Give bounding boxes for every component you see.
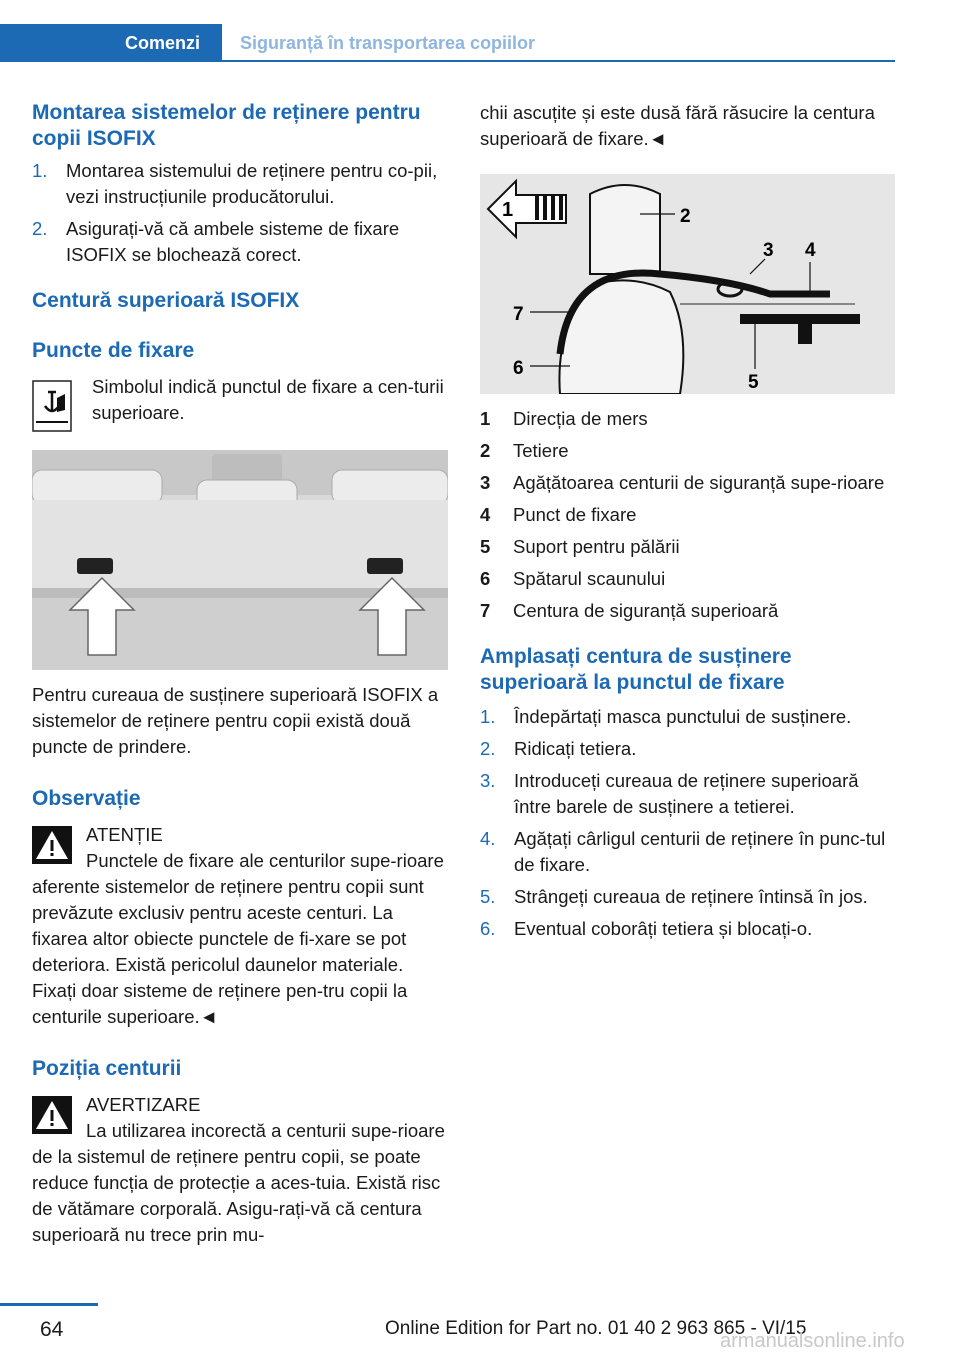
- legend-item: 2 Tetiere: [480, 440, 569, 461]
- legend-item: 1 Direcția de mers: [480, 408, 648, 429]
- list-item: 4. Agățați cârligul centurii de reținere în punc‐tul de fixare.: [480, 828, 886, 875]
- figure-label-3: 3: [763, 240, 774, 261]
- list-item: 1. Îndepărtați masca punctului de susținere.: [480, 706, 852, 727]
- list-item: 5. Strângeți cureaua de reținere întinsă în jos.: [480, 886, 868, 907]
- footer-rule: [0, 1303, 98, 1306]
- heading-top-tether: Centură superioară ISOFIX: [32, 289, 300, 312]
- figure-label-4: 4: [805, 240, 816, 261]
- warning-block: [32, 1092, 450, 1248]
- watermark: armanualsonline.info: [720, 1330, 905, 1352]
- list-item: 3. Introduceți cureaua de reținere superioară între barele de susținere a tetierei.: [480, 770, 859, 817]
- page-number: 64: [40, 1318, 64, 1341]
- edition-info: Online Edition for Part no. 01 40 2 963 865 - VI/15: [385, 1318, 807, 1339]
- anchor-points-paragraph: Pentru cureaua de susținere superioară ISOFIX a sistemelor de reținere pentru copii există două puncte de prindere.: [32, 684, 439, 757]
- list-item: 2. Asigurați-vă că ambele sisteme de fixare ISOFIX se blochează corect.: [32, 218, 400, 265]
- figure-label-6: 6: [513, 358, 524, 379]
- heading-place-tether: Amplasați centura de susținere superioară la punctul de fixare: [480, 645, 792, 694]
- warning-label: AVERTIZARE: [86, 1094, 201, 1115]
- figure-label-7: 7: [513, 304, 524, 325]
- left-column: [32, 100, 450, 1248]
- legend-item: 3 Agățătoarea centurii de siguranță supe‐rioare: [480, 472, 885, 493]
- symbol-row: [32, 374, 450, 426]
- figure-label-1: 1: [502, 199, 514, 221]
- warning-triangle-icon: [32, 826, 72, 864]
- symbol-description: Simbolul indică punctul de fixare a cen‐turii superioare.: [92, 376, 444, 423]
- legend-item: 6 Spătarul scaunului: [480, 568, 666, 589]
- legend-item: 7 Centura de siguranță superioară: [480, 600, 779, 621]
- tab-child-safety[interactable]: Siguranță în transportarea copiilor: [240, 33, 536, 53]
- figure-legend: [480, 406, 898, 624]
- caution-block: [32, 822, 450, 1030]
- warning-text: La utilizarea incorectă a centurii supe‐rioare de la sistemul de reținere pentru copii, se poate reduce funcția de protecție a aces‐tuia. Există risc de vătămare corporală. Asigu‐rați-vă că centura superioară nu trece prin mu‐: [32, 1120, 445, 1245]
- list-item: 2. Ridicați tetiera.: [480, 738, 637, 759]
- tab-comenzi[interactable]: Comenzi: [0, 24, 222, 62]
- right-column: [480, 100, 898, 948]
- heading-isofix-mounting: Montarea sistemelor de reținere pentru copii ISOFIX: [32, 101, 421, 150]
- isofix-steps: [32, 158, 450, 268]
- legend-item: 5 Suport pentru pălării: [480, 536, 680, 557]
- heading-anchor-points: Puncte de fixare: [32, 339, 195, 362]
- figure-label-2: 2: [680, 206, 691, 227]
- continued-text: chii ascuțite și este dusă fără răsucire la centura superioară de fixare.◄: [480, 102, 875, 149]
- caution-label: ATENȚIE: [86, 824, 163, 845]
- legend-item: 4 Punct de fixare: [480, 504, 637, 525]
- heading-belt-position: Poziția centurii: [32, 1057, 182, 1080]
- caution-text: Punctele de fixare ale centurilor supe‐rioare aferente sistemelor de reținere pentru copii sunt prevăzute exclusiv pentru aceste centuri. La fixarea altor obiecte punctele de fi‐xare se pot deteriora. Există pericolul daunelor materiale. Fixați doar sisteme de reținere pen‐tru copii la centurile superioare.◄: [32, 850, 444, 1027]
- figure-label-5: 5: [748, 372, 759, 393]
- child-seat-anchor-icon: [32, 380, 72, 432]
- heading-note: Observație: [32, 787, 141, 810]
- rear-seat-photo: [32, 450, 448, 670]
- tether-steps: [480, 704, 898, 942]
- page-header: [0, 24, 895, 62]
- list-item: 1. Montarea sistemului de reținere pentru co‐pii, vezi instrucțiunile producătorului.: [32, 160, 438, 207]
- list-item: 6. Eventual coborâți tetiera și blocați-o.: [480, 918, 813, 939]
- headrest-tether-diagram: [480, 174, 895, 394]
- warning-triangle-icon: [32, 1096, 72, 1134]
